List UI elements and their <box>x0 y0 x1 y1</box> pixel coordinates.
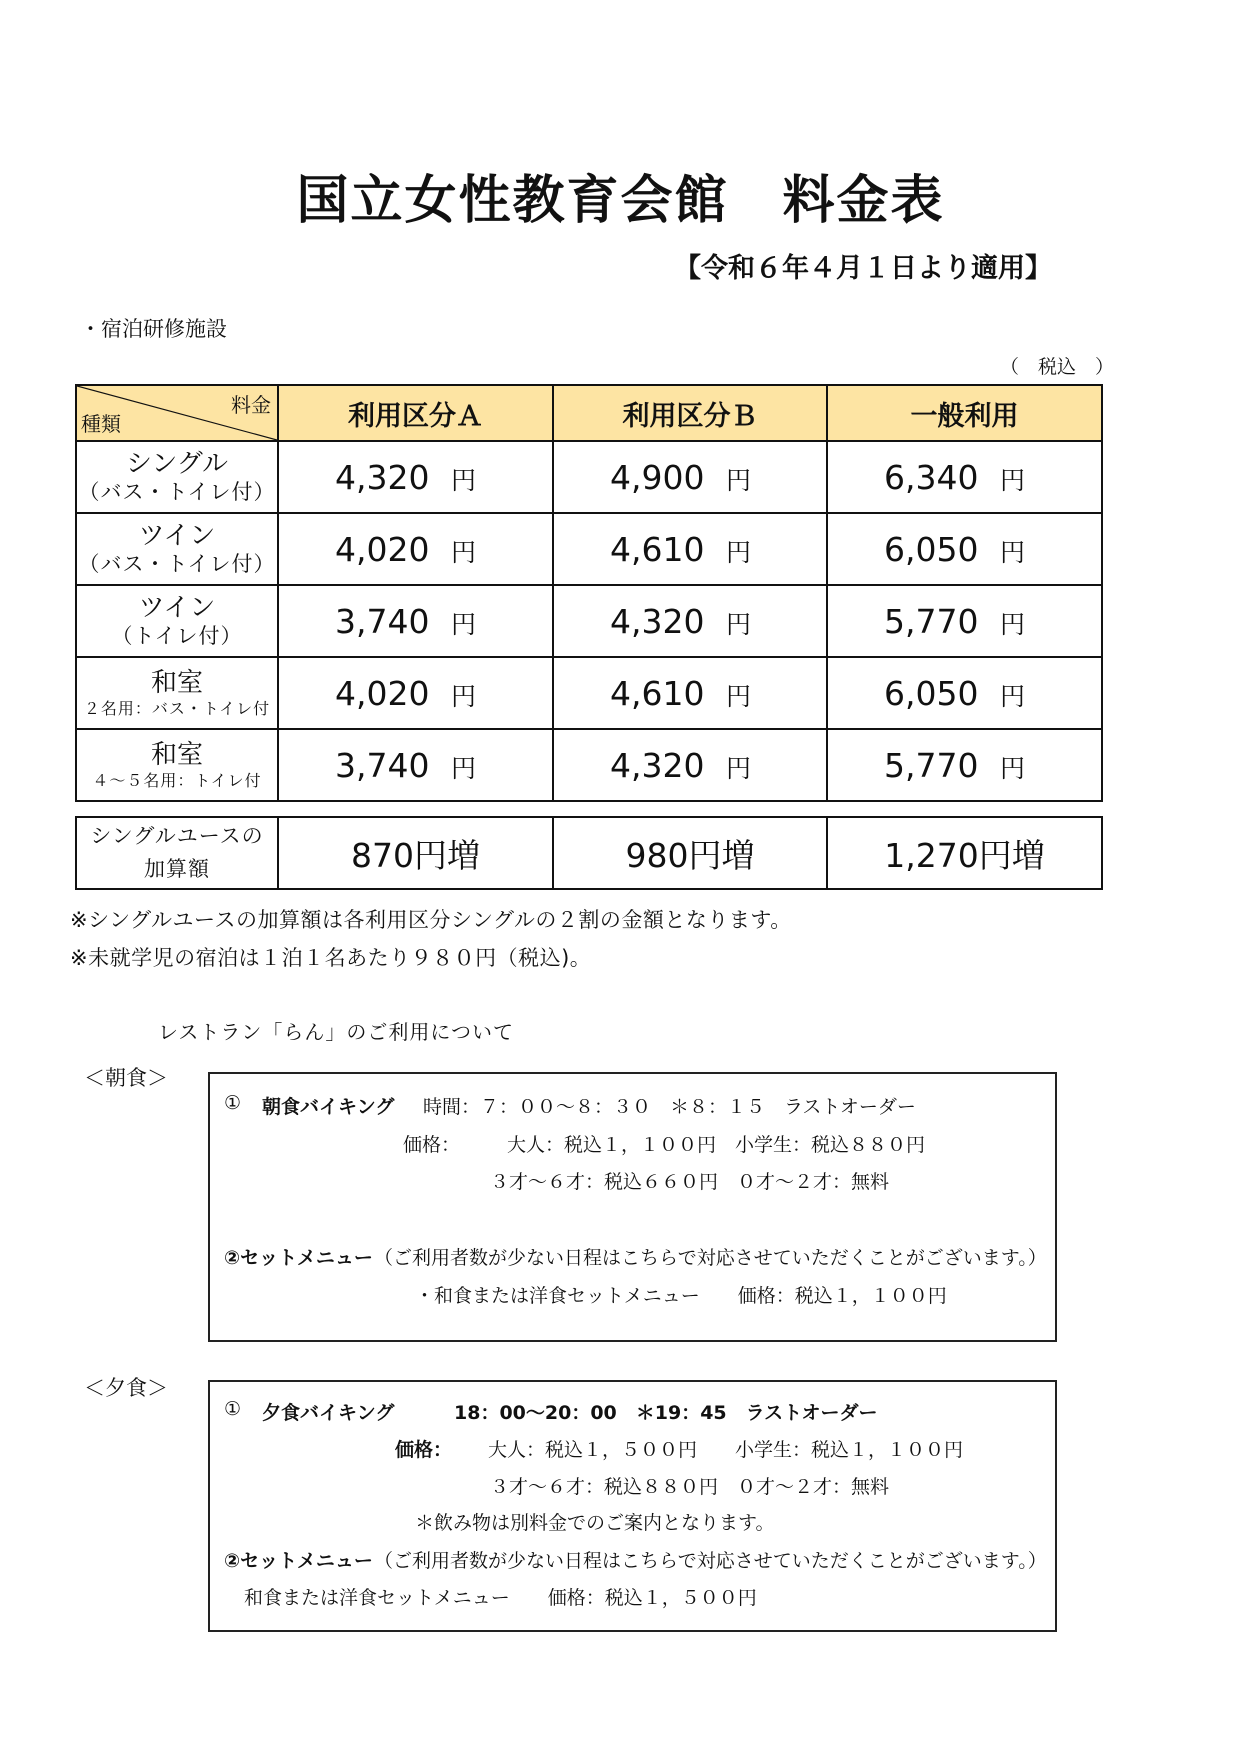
price-cell <box>553 657 827 729</box>
breakfast-item1-number: ① <box>224 1092 242 1114</box>
dinner-price-line2: ３才～６才：税込８８０円 ０才～２才：無料 <box>490 1476 890 1498</box>
price-cell <box>278 441 553 513</box>
surcharge-value: 1,270円増 <box>827 817 1102 889</box>
section-label: ・宿泊研修施設 <box>80 317 227 341</box>
breakfast-price-label: 価格： <box>403 1134 461 1156</box>
room-type-detail: ４～５名用：トイレ付 <box>92 771 262 790</box>
corner-label-fee: 料金 <box>231 393 271 417</box>
price-amount: 4,320 <box>335 457 430 497</box>
surcharge-value: 980円増 <box>553 817 827 889</box>
breakfast-item1-time: 時間：７：００～８：３０ ＊８：１５ ラストオーダー <box>423 1096 916 1118</box>
yen-unit: 円 <box>1000 681 1026 711</box>
dinner-box <box>208 1380 1057 1632</box>
yen-unit: 円 <box>726 753 752 783</box>
price-cell <box>278 657 553 729</box>
surcharge-value: 870円増 <box>278 817 553 889</box>
yen-unit: 円 <box>1000 537 1026 567</box>
note-preschool: ※未就学児の宿泊は１泊１名あたり９８０円（税込)。 <box>70 946 592 970</box>
dinner-item1-number: ① <box>224 1398 242 1420</box>
dinner-drink-note: ＊飲み物は別料金でのご案内となります。 <box>415 1512 775 1534</box>
price-cell <box>827 585 1102 657</box>
yen-unit: 円 <box>1000 465 1026 495</box>
dinner-item2-detail: 和食または洋食セットメニュー 価格：税込１，５００円 <box>244 1587 757 1609</box>
room-type-detail: （バス・トイレ付） <box>78 552 276 576</box>
table-row <box>76 585 1102 657</box>
breakfast-item2-note: （ご利用者数が少ない日程はこちらで対応させていただくことがございます。） <box>374 1247 1047 1269</box>
yen-unit: 円 <box>726 609 752 639</box>
room-type-detail: （トイレ付） <box>111 624 243 648</box>
dinner-heading: ＜夕食＞ <box>84 1376 168 1400</box>
dinner-price-label: 価格： <box>395 1439 453 1461</box>
yen-unit: 円 <box>451 465 477 495</box>
column-header: 一般利用 <box>827 385 1102 441</box>
room-type-cell <box>76 657 278 729</box>
room-type-cell <box>76 441 278 513</box>
dinner-item2-name: ②セットメニュー <box>224 1550 373 1572</box>
price-amount: 4,020 <box>335 529 430 569</box>
price-amount: 4,610 <box>610 673 705 713</box>
dinner-item1-time: 18：00～20：00 ＊19：45 ラストオーダー <box>454 1402 878 1424</box>
yen-unit: 円 <box>1000 753 1026 783</box>
room-type-name: 和室 <box>150 667 203 698</box>
room-type-detail: ２名用：バス・トイレ付 <box>83 699 271 718</box>
yen-unit: 円 <box>451 681 477 711</box>
price-cell <box>278 513 553 585</box>
price-cell <box>827 657 1102 729</box>
room-type-name: 和室 <box>150 739 203 770</box>
dinner-price-line1: 大人：税込１，５００円 小学生：税込１，１００円 <box>488 1439 964 1461</box>
price-cell <box>827 441 1102 513</box>
yen-unit: 円 <box>726 681 752 711</box>
column-header: 利用区分Ａ <box>278 385 553 441</box>
dinner-item1-name: 夕食バイキング <box>262 1402 395 1424</box>
price-cell <box>278 729 553 801</box>
table-row <box>76 657 1102 729</box>
breakfast-item2-name: ②セットメニュー <box>224 1247 373 1269</box>
effective-date: 【令和６年４月１日より適用】 <box>674 253 1052 284</box>
surcharge-label-cell <box>76 817 278 889</box>
price-amount: 4,320 <box>610 745 705 785</box>
rate-table <box>75 384 1103 802</box>
yen-unit: 円 <box>1000 609 1026 639</box>
price-amount: 6,340 <box>884 457 979 497</box>
price-amount: 4,020 <box>335 673 430 713</box>
corner-label-type: 種類 <box>81 412 121 436</box>
column-header: 利用区分Ｂ <box>553 385 827 441</box>
breakfast-item2-detail: ・和食または洋食セットメニュー 価格：税込１，１００円 <box>415 1285 947 1307</box>
price-amount: 3,740 <box>335 745 430 785</box>
breakfast-price-line1: 大人：税込１，１００円 小学生：税込８８０円 <box>507 1134 926 1156</box>
room-type-cell <box>76 513 278 585</box>
price-amount: 4,610 <box>610 529 705 569</box>
price-cell <box>827 513 1102 585</box>
dinner-item2-note: （ご利用者数が少ない日程はこちらで対応させていただくことがございます。） <box>374 1550 1047 1572</box>
yen-unit: 円 <box>726 537 752 567</box>
price-amount: 4,900 <box>610 457 705 497</box>
price-amount: 4,320 <box>610 601 705 641</box>
price-cell <box>553 513 827 585</box>
price-amount: 6,050 <box>884 529 979 569</box>
single-use-surcharge-table <box>75 816 1103 890</box>
breakfast-heading: ＜朝食＞ <box>84 1066 168 1090</box>
rate-table-header-row <box>76 385 1102 441</box>
tax-note: （ 税込 ） <box>1000 356 1115 378</box>
room-type-name: シングル <box>125 448 229 479</box>
surcharge-label-line1: シングルユースの <box>90 824 264 849</box>
corner-cell <box>76 385 278 441</box>
table-row <box>76 817 1102 889</box>
table-row <box>76 729 1102 801</box>
price-cell <box>278 585 553 657</box>
restaurant-title: レストラン「らん」のご利用について <box>158 1020 514 1044</box>
price-cell <box>827 729 1102 801</box>
breakfast-price-line2: ３才～６才：税込６６０円 ０才～２才：無料 <box>490 1171 890 1193</box>
room-type-cell <box>76 585 278 657</box>
yen-unit: 円 <box>451 609 477 639</box>
room-type-name: ツイン <box>138 520 216 551</box>
note-single-use: ※シングルユースの加算額は各利用区分シングルの２割の金額となります。 <box>70 908 792 932</box>
yen-unit: 円 <box>451 537 477 567</box>
breakfast-item1-name: 朝食バイキング <box>262 1096 395 1118</box>
table-row <box>76 513 1102 585</box>
price-cell <box>553 729 827 801</box>
yen-unit: 円 <box>451 753 477 783</box>
page-title: 国立女性教育会館 料金表 <box>296 171 945 231</box>
price-cell <box>553 441 827 513</box>
price-amount: 6,050 <box>884 673 979 713</box>
price-amount: 5,770 <box>884 601 979 641</box>
breakfast-box <box>208 1072 1057 1342</box>
yen-unit: 円 <box>726 465 752 495</box>
price-cell <box>553 585 827 657</box>
price-amount: 5,770 <box>884 745 979 785</box>
room-type-name: ツイン <box>138 592 216 623</box>
table-row <box>76 441 1102 513</box>
surcharge-label-line2: 加算額 <box>144 857 210 881</box>
room-type-cell <box>76 729 278 801</box>
price-amount: 3,740 <box>335 601 430 641</box>
room-type-detail: （バス・トイレ付） <box>78 480 276 504</box>
